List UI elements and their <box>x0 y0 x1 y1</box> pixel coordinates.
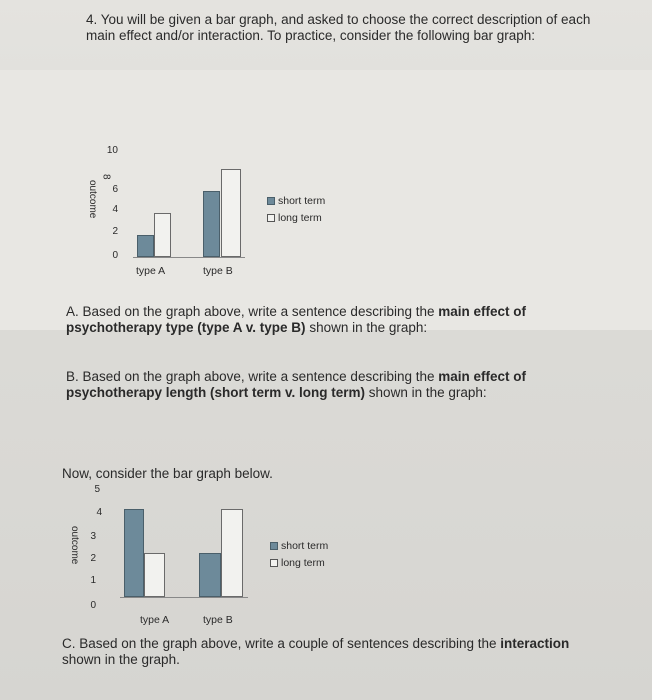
chart-1-legend-short <box>267 195 325 207</box>
chart-1-tick-4: 4 <box>112 204 118 215</box>
chart-1-legend-long <box>267 212 322 224</box>
chart-2-cat-typeB: type B <box>203 614 233 626</box>
part-c-text: C. Based on the graph above, write a couple of sentences describing the <box>62 636 501 651</box>
legend-swatch-dark <box>267 197 275 205</box>
legend-label: short term <box>281 540 329 552</box>
part-c-bold: interaction <box>500 636 570 651</box>
chart-2-tick-5: 5 <box>94 484 100 495</box>
legend-swatch-light <box>270 559 278 567</box>
legend-label: long term <box>281 557 325 569</box>
chart-2-baseline <box>120 597 248 598</box>
chart-1-bar-typeA-long <box>154 213 171 257</box>
part-a-line-2 <box>66 320 427 336</box>
part-a-text-2: shown in the graph: <box>305 320 428 335</box>
chart-1-tick-2: 2 <box>112 226 118 237</box>
chart-1-tick-10: 10 <box>106 145 118 156</box>
chart-2-legend-short <box>270 540 328 552</box>
chart-1-baseline <box>133 257 245 258</box>
chart-1-tick-0: 0 <box>112 250 118 261</box>
part-b-text: B. Based on the graph above, write a sentence describing the <box>66 369 439 384</box>
chart-2-tick-0: 0 <box>90 600 96 611</box>
chart-1-cat-typeA: type A <box>136 265 166 277</box>
chart-2-bar-typeA-long <box>144 553 165 597</box>
chart-1-tick-6: 6 <box>112 184 118 195</box>
question-line-2: main effect and/or interaction. To practice, consider the following bar graph: <box>86 28 536 43</box>
part-a-bold: main effect of <box>438 304 527 319</box>
chart-1-bar-typeB-long <box>221 169 241 257</box>
chart-1-bar-typeB-short <box>203 191 220 257</box>
part-b-line-2 <box>66 385 487 401</box>
now-text: Now, consider the bar graph below. <box>62 466 273 481</box>
question-line-1: 4. You will be given a bar graph, and asked to choose the correct description of each <box>86 12 591 27</box>
chart-2-cat-typeA: type A <box>140 614 170 626</box>
part-b-bold: main effect of <box>438 369 527 384</box>
part-b-line-1 <box>66 369 526 385</box>
legend-swatch-light <box>267 214 275 222</box>
chart-2-bar-typeB-short <box>199 553 221 597</box>
part-c-line-2: shown in the graph. <box>62 652 180 667</box>
part-a-text: A. Based on the graph above, write a sentence describing the <box>66 304 439 319</box>
chart-1-bar-typeA-short <box>137 235 154 257</box>
chart-1-ylabel: outcome <box>87 180 98 219</box>
chart-2-bar-typeA-short <box>124 509 144 597</box>
part-a-line-1 <box>66 304 526 320</box>
legend-label: short term <box>278 195 326 207</box>
chart-2-tick-3: 3 <box>90 531 96 542</box>
legend-label: long term <box>278 212 322 224</box>
chart-2-tick-2: 2 <box>90 553 96 564</box>
part-a-bold-2: psychotherapy type (type A v. type B) <box>66 320 306 335</box>
chart-2-legend-long <box>270 557 325 569</box>
chart-2-tick-4: 4 <box>96 507 102 518</box>
chart-1-cat-typeB: type B <box>203 265 233 277</box>
legend-swatch-dark <box>270 542 278 550</box>
part-b-bold-2: psychotherapy length (short term v. long term) <box>66 385 366 400</box>
part-b-text-2: shown in the graph: <box>365 385 487 400</box>
part-c-line-1 <box>62 636 569 652</box>
chart-2-tick-1: 1 <box>90 575 96 586</box>
chart-2-bar-typeB-long <box>221 509 243 597</box>
chart-1-tick-8: 8 <box>100 173 112 180</box>
chart-2-ylabel: outcome <box>69 526 80 565</box>
